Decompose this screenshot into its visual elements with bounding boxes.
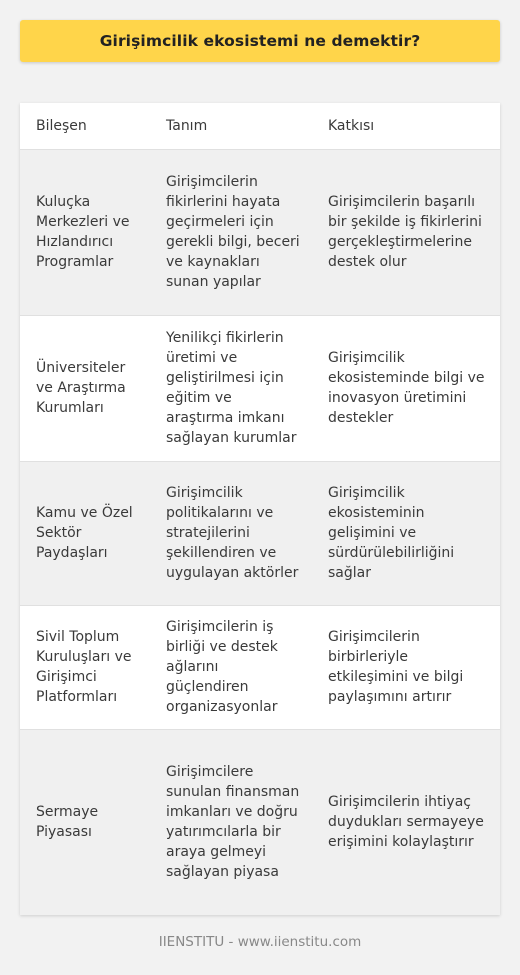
cell-definition: Girişimcilere sunulan finansman imkanları ve doğru yatırımcılarla bir araya gelmeyi sağlayan piyasa [150, 729, 312, 915]
cell-contribution: Girişimcilerin ihtiyaç duydukları sermayeye erişimini kolaylaştırır [312, 729, 500, 915]
title-banner [20, 20, 500, 62]
cell-contribution: Girişimcilerin birbirleriyle etkileşimini ve bilgi paylaşımını artırır [312, 605, 500, 729]
table-row [20, 605, 500, 729]
ecosystem-table [20, 103, 500, 915]
cell-component: Üniversiteler ve Araştırma Kurumları [20, 315, 150, 461]
cell-component: Sivil Toplum Kuruluşları ve Girişimci Platformları [20, 605, 150, 729]
table-row [20, 315, 500, 461]
cell-component: Kuluçka Merkezleri ve Hızlandırıcı Programlar [20, 149, 150, 315]
cell-definition: Girişimcilik politikalarını ve stratejilerini şekillendiren ve uygulayan aktörler [150, 461, 312, 605]
cell-definition: Girişimcilerin fikirlerini hayata geçirmeleri için gerekli bilgi, beceri ve kaynakları sunan yapılar [150, 149, 312, 315]
header-component: Bileşen [20, 103, 150, 149]
header-contribution: Katkısı [312, 103, 500, 149]
footer-credit: IIENSTITU - www.iienstitu.com [158, 934, 362, 950]
table-header-row [20, 103, 500, 149]
table-row [20, 461, 500, 605]
header-definition: Tanım [150, 103, 312, 149]
cell-component: Kamu ve Özel Sektör Paydaşları [20, 461, 150, 605]
table-row [20, 149, 500, 315]
page-title: Girişimcilik ekosistemi ne demektir? [99, 32, 421, 50]
cell-contribution: Girişimcilik ekosisteminin gelişimini ve sürdürülebilirliğini sağlar [312, 461, 500, 605]
cell-component: Sermaye Piyasası [20, 729, 150, 915]
table-row [20, 729, 500, 915]
cell-definition: Yenilikçi fikirlerin üretimi ve geliştirilmesi için eğitim ve araştırma imkanı sağlayan kurumlar [150, 315, 312, 461]
cell-contribution: Girişimcilik ekosisteminde bilgi ve inovasyon üretimini destekler [312, 315, 500, 461]
cell-contribution: Girişimcilerin başarılı bir şekilde iş fikirlerini gerçekleştirmelerine destek olur [312, 149, 500, 315]
cell-definition: Girişimcilerin iş birliği ve destek ağlarını güçlendiren organizasyonlar [150, 605, 312, 729]
